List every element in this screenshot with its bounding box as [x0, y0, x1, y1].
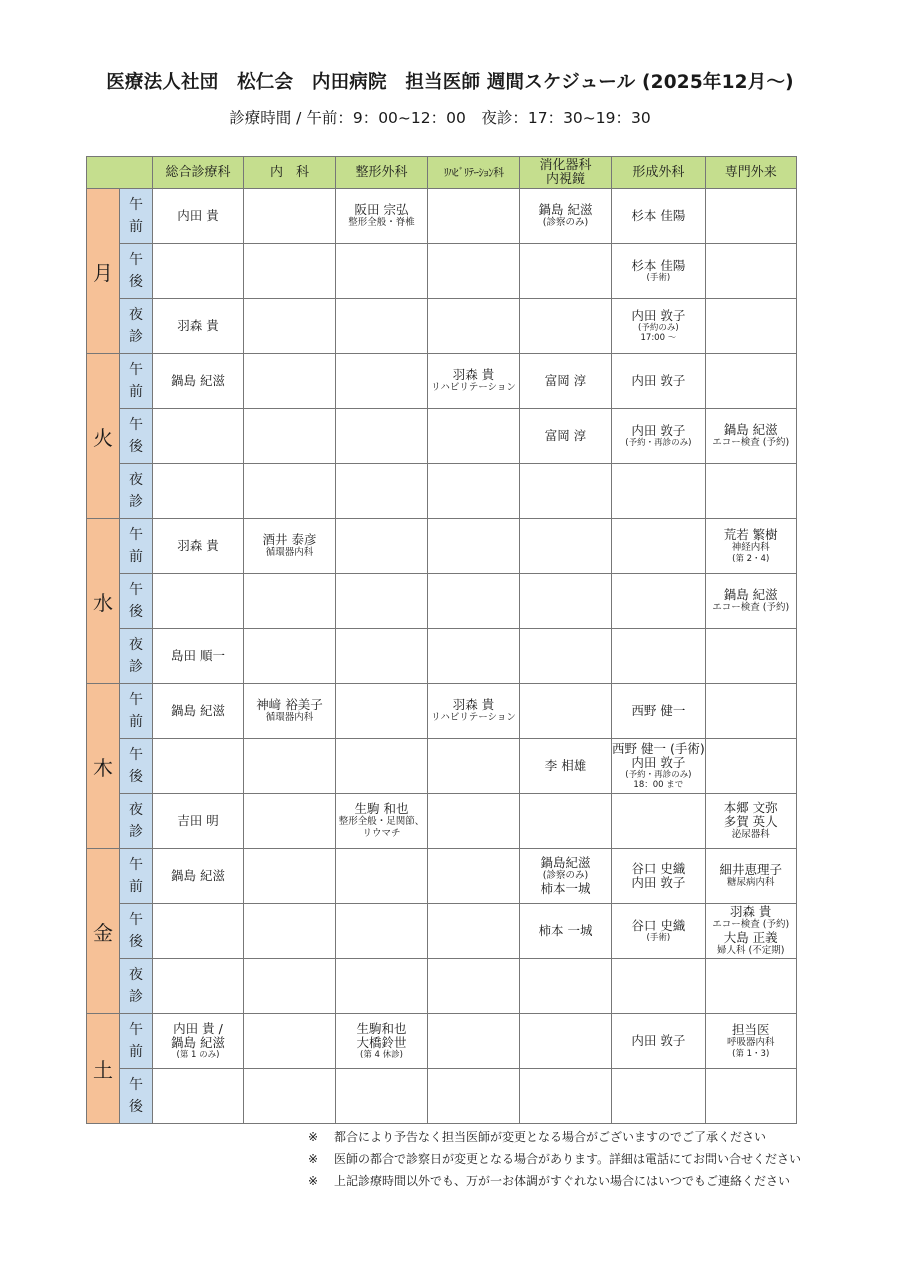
schedule-cell [153, 794, 244, 849]
column-header-text: 形成外科 [632, 164, 685, 180]
schedule-cell [520, 464, 612, 519]
doctor-entry: 本郷 文弥 [723, 800, 778, 815]
schedule-cell [244, 959, 336, 1014]
slot-label [120, 354, 153, 409]
doctor-entry: リウマチ [362, 828, 401, 839]
doctor-entry: 柿本 一城 [538, 923, 593, 938]
doctor-entry: 鍋島 紀滋 [171, 1035, 225, 1050]
schedule-cell [705, 409, 796, 464]
schedule-cell [428, 299, 520, 354]
slot-char: 午 [129, 362, 143, 378]
doctor-entry: リハビリテーション [431, 382, 516, 393]
schedule-cell [705, 189, 796, 244]
schedule-cell [153, 519, 244, 574]
doctor-entry: 阪田 宗弘 [354, 202, 409, 217]
slot-char: 午 [129, 527, 143, 543]
schedule-cell [428, 1014, 520, 1069]
column-header [153, 157, 244, 189]
day-label: 木 [87, 684, 120, 849]
doctor-entry: 富岡 淳 [544, 428, 587, 443]
slot-char: 夜 [129, 472, 143, 488]
schedule-cell [336, 464, 428, 519]
schedule-cell [336, 629, 428, 684]
slot-label [120, 739, 153, 794]
schedule-cell [612, 244, 706, 299]
schedule-cell [520, 739, 612, 794]
slot-char: 診 [129, 659, 143, 675]
schedule-cell [336, 244, 428, 299]
doctor-entry: 李 相雄 [544, 758, 587, 773]
table-row [87, 629, 797, 684]
doctor-entry: 糖尿病内科 [726, 877, 775, 888]
schedule-cell [244, 794, 336, 849]
schedule-cell [705, 739, 796, 794]
schedule-cell [244, 299, 336, 354]
schedule-cell [428, 959, 520, 1014]
schedule-cell [428, 849, 520, 904]
doctor-entry: 柿本一城 [540, 881, 591, 896]
schedule-cell [705, 519, 796, 574]
doctor-entry: リハビリテーション [431, 712, 516, 723]
schedule-cell [612, 409, 706, 464]
schedule-cell [612, 849, 706, 904]
schedule-cell [612, 739, 706, 794]
slot-char: 夜 [129, 967, 143, 983]
column-header-text: 内 科 [269, 164, 309, 180]
schedule-cell [612, 959, 706, 1014]
doctor-entry: 鍋島 紀滋 [723, 422, 778, 437]
schedule-cell [705, 1069, 796, 1124]
note-mark: ※ [308, 1130, 319, 1144]
schedule-cell [244, 739, 336, 794]
doctor-entry: 内田 貴 / [173, 1021, 223, 1036]
slot-char: 診 [129, 494, 143, 510]
schedule-cell [612, 794, 706, 849]
schedule-cell [705, 794, 796, 849]
schedule-cell [705, 464, 796, 519]
schedule-cell [244, 904, 336, 959]
schedule-cell [244, 849, 336, 904]
schedule-cell [336, 684, 428, 739]
slot-char: 午 [129, 912, 143, 928]
doctor-entry: 生駒和也 [356, 1021, 407, 1036]
day-label: 水 [87, 519, 120, 684]
schedule-cell [153, 354, 244, 409]
note-text: 医師の都合で診察日が変更となる場合があります。詳細は電話にてお問い合せください [334, 1152, 802, 1166]
schedule-cell [428, 519, 520, 574]
clinic-hours: 診療時間 / 午前：9：00~12：00 夜診：17：30~19：30 [229, 109, 651, 127]
schedule-cell [428, 464, 520, 519]
schedule-cell [336, 299, 428, 354]
schedule-cell [705, 684, 796, 739]
schedule-cell [336, 189, 428, 244]
doctor-entry: 呼吸器内科 [726, 1037, 775, 1048]
table-row [87, 739, 797, 794]
table-row [87, 299, 797, 354]
slot-label [120, 519, 153, 574]
doctor-entry: エコー検査 (予約) [712, 437, 790, 448]
schedule-cell [336, 739, 428, 794]
slot-label [120, 904, 153, 959]
day-label: 火 [87, 354, 120, 519]
schedule-cell [336, 1069, 428, 1124]
table-row [87, 684, 797, 739]
schedule-cell [153, 1014, 244, 1069]
doctor-entry: 荒若 繁樹 [723, 527, 778, 542]
slot-label [120, 849, 153, 904]
schedule-cell [428, 904, 520, 959]
schedule-cell [612, 189, 706, 244]
table-row [87, 519, 797, 574]
slot-label [120, 299, 153, 354]
day-label: 月 [87, 189, 120, 354]
doctor-entry: 谷口 史織 [631, 861, 686, 876]
slot-char: 午 [129, 692, 143, 708]
slot-label [120, 574, 153, 629]
slot-char: 夜 [129, 802, 143, 818]
doctor-entry: 島田 順一 [171, 648, 225, 663]
schedule-cell [336, 519, 428, 574]
schedule-cell [336, 354, 428, 409]
schedule-cell [244, 244, 336, 299]
schedule-cell [244, 629, 336, 684]
doctor-entry: 18：00 まで [633, 780, 684, 790]
table-row [87, 354, 797, 409]
table-row [87, 1014, 797, 1069]
table-row [87, 574, 797, 629]
schedule-cell [520, 354, 612, 409]
doctor-entry: (第 1 のみ) [176, 1050, 220, 1060]
schedule-cell [612, 684, 706, 739]
schedule-cell [705, 904, 796, 959]
schedule-cell [336, 904, 428, 959]
doctor-entry: 大島 正義 [723, 930, 778, 945]
schedule-cell [612, 299, 706, 354]
notes [308, 1126, 801, 1192]
schedule-cell [428, 574, 520, 629]
schedule-cell [428, 629, 520, 684]
schedule-cell [153, 464, 244, 519]
schedule-cell [705, 1014, 796, 1069]
schedule-cell [428, 684, 520, 739]
schedule-cell [520, 299, 612, 354]
column-header [705, 157, 796, 189]
schedule-cell [244, 574, 336, 629]
slot-char: 夜 [129, 307, 143, 323]
doctor-entry: 鍋島 紀滋 [171, 703, 225, 718]
schedule-cell [336, 959, 428, 1014]
column-header [428, 157, 520, 189]
doctor-entry: (予約・再診のみ) [625, 770, 692, 780]
slot-char: 前 [129, 384, 143, 400]
schedule-cell [428, 354, 520, 409]
doctor-entry: 羽森 貴 [729, 904, 772, 919]
note-line [308, 1170, 801, 1192]
doctor-entry: 杉本 佳陽 [631, 208, 686, 223]
schedule-cell [520, 519, 612, 574]
doctor-entry: 大橋鈴世 [356, 1035, 407, 1050]
schedule-cell [244, 519, 336, 574]
doctor-entry: 内田 敦子 [631, 755, 686, 770]
doctor-entry: エコー検査 (予約) [712, 602, 790, 613]
schedule-cell [153, 1069, 244, 1124]
schedule-cell [153, 904, 244, 959]
slot-label [120, 629, 153, 684]
doctor-entry: 循環器内科 [265, 712, 314, 723]
slot-label [120, 1069, 153, 1124]
doctor-entry: 内田 敦子 [631, 423, 686, 438]
schedule-cell [153, 409, 244, 464]
slot-char: 診 [129, 329, 143, 345]
schedule-cell [244, 409, 336, 464]
slot-label [120, 1014, 153, 1069]
slot-char: 午 [129, 252, 143, 268]
schedule-cell [428, 794, 520, 849]
doctor-entry: 西野 健一 [631, 703, 686, 718]
doctor-entry: (第 4 休診) [360, 1050, 403, 1060]
header-corner [87, 157, 153, 189]
slot-char: 午 [129, 857, 143, 873]
schedule-cell [153, 189, 244, 244]
doctor-entry: (手術) [646, 273, 671, 283]
column-header [520, 157, 612, 189]
schedule-cell [612, 629, 706, 684]
doctor-entry: 鍋島紀滋 [540, 855, 591, 870]
slot-char: 前 [129, 879, 143, 895]
schedule-cell [705, 244, 796, 299]
doctor-entry: 西野 健一 (手術) [612, 741, 705, 756]
schedule-cell [244, 1069, 336, 1124]
doctor-entry: (第 1・3) [732, 1049, 770, 1059]
schedule-cell [336, 409, 428, 464]
doctor-entry: 内田 敦子 [631, 1033, 686, 1048]
schedule-table [86, 156, 797, 1124]
schedule-cell [705, 299, 796, 354]
schedule-cell [612, 1069, 706, 1124]
slot-char: 診 [129, 989, 143, 1005]
doctor-entry: 細井恵理子 [719, 862, 782, 877]
doctor-entry: 鍋島 紀滋 [538, 202, 593, 217]
schedule-cell [705, 354, 796, 409]
schedule-cell [612, 904, 706, 959]
doctor-entry: 羽森 貴 [452, 697, 495, 712]
schedule-cell [520, 244, 612, 299]
slot-char: 午 [129, 747, 143, 763]
slot-label [120, 409, 153, 464]
table-row [87, 904, 797, 959]
note-line [308, 1126, 801, 1148]
slot-char: 午 [129, 197, 143, 213]
doctor-entry: 神経内科 [731, 542, 770, 553]
note-line [308, 1148, 801, 1170]
doctor-entry: 富岡 淳 [544, 373, 587, 388]
slot-label [120, 794, 153, 849]
schedule-cell [153, 739, 244, 794]
schedule-cell [336, 574, 428, 629]
slot-char: 午 [129, 1077, 143, 1093]
schedule-cell [705, 959, 796, 1014]
schedule-cell [520, 794, 612, 849]
column-header-text: 内視鏡 [545, 171, 585, 187]
slot-char: 午 [129, 417, 143, 433]
doctor-entry: 谷口 史織 [631, 918, 686, 933]
doctor-entry: 神﨑 裕美子 [256, 697, 323, 712]
table-row [87, 409, 797, 464]
table-row [87, 464, 797, 519]
column-header-text: 専門外来 [724, 164, 777, 180]
table-row [87, 849, 797, 904]
table-row [87, 959, 797, 1014]
column-header [244, 157, 336, 189]
doctor-entry: 鍋島 紀滋 [171, 373, 225, 388]
slot-char: 後 [129, 439, 143, 455]
table-row [87, 189, 797, 244]
schedule-cell [520, 849, 612, 904]
column-header-text: 総合診療科 [165, 164, 231, 180]
doctor-entry: 多賀 英人 [723, 814, 778, 829]
schedule-cell [336, 849, 428, 904]
doctor-entry: 羽森 貴 [452, 367, 495, 382]
slot-char: 午 [129, 1022, 143, 1038]
doctor-entry: 杉本 佳陽 [631, 258, 686, 273]
slot-char: 診 [129, 824, 143, 840]
column-header [336, 157, 428, 189]
schedule-cell [520, 1069, 612, 1124]
doctor-entry: 婦人科 (不定期) [716, 945, 785, 956]
doctor-entry: 羽森 貴 [177, 538, 219, 553]
doctor-entry: 内田 敦子 [631, 373, 686, 388]
doctor-entry: (予約のみ) [638, 323, 679, 333]
doctor-entry: 泌尿器科 [731, 829, 770, 840]
doctor-entry: 吉田 明 [177, 813, 219, 828]
doctor-entry: (診察のみ) [542, 217, 589, 228]
schedule-cell [612, 354, 706, 409]
schedule-cell [428, 244, 520, 299]
doctor-entry: 生駒 和也 [354, 801, 409, 816]
doctor-entry: (第 2・4) [732, 554, 770, 564]
column-header [612, 157, 706, 189]
note-mark: ※ [308, 1174, 319, 1188]
slot-label [120, 684, 153, 739]
table-row [87, 794, 797, 849]
page-title: 医療法人社団 松仁会 内田病院 担当医師 週間スケジュール (2025年12月〜) [106, 72, 794, 93]
note-text: 都合により予告なく担当医師が変更となる場合がございますのでご了承ください [334, 1130, 767, 1144]
column-header-text: 消化器科 [539, 157, 592, 173]
slot-char: 後 [129, 769, 143, 785]
doctor-entry: 整形全般・足関節、 [338, 816, 425, 827]
schedule-cell [244, 354, 336, 409]
schedule-cell [612, 464, 706, 519]
column-header-text: 整形外科 [355, 164, 408, 180]
schedule-cell [428, 409, 520, 464]
slot-label [120, 464, 153, 519]
slot-char: 後 [129, 604, 143, 620]
doctor-entry: (予約・再診のみ) [625, 438, 692, 448]
slot-char: 前 [129, 714, 143, 730]
schedule-cell [520, 409, 612, 464]
doctor-entry: 鍋島 紀滋 [171, 868, 225, 883]
doctor-entry: 内田 敦子 [631, 875, 686, 890]
schedule-cell [705, 629, 796, 684]
slot-char: 後 [129, 274, 143, 290]
schedule-cell [153, 629, 244, 684]
schedule-cell [428, 189, 520, 244]
doctor-entry: 整形全般・脊椎 [348, 217, 415, 228]
schedule-cell [612, 574, 706, 629]
slot-char: 後 [129, 1099, 143, 1115]
schedule-cell [520, 574, 612, 629]
doctor-entry: 内田 敦子 [631, 308, 686, 323]
slot-label [120, 244, 153, 299]
schedule-cell [153, 959, 244, 1014]
schedule-cell [520, 959, 612, 1014]
schedule-cell [612, 519, 706, 574]
schedule-cell [612, 1014, 706, 1069]
schedule-cell [336, 794, 428, 849]
schedule-cell [244, 684, 336, 739]
schedule-cell [153, 574, 244, 629]
schedule-cell [520, 1014, 612, 1069]
doctor-entry: (診察のみ) [542, 870, 589, 881]
doctor-entry: 内田 貴 [177, 208, 219, 223]
schedule-cell [153, 849, 244, 904]
slot-char: 後 [129, 934, 143, 950]
day-label: 土 [87, 1014, 120, 1124]
column-header-text: ﾘﾊﾋﾞﾘﾃｰｼｮﾝ科 [443, 165, 504, 179]
schedule-cell [153, 244, 244, 299]
schedule-cell [244, 464, 336, 519]
schedule-cell [520, 684, 612, 739]
slot-char: 前 [129, 1044, 143, 1060]
schedule-cell [244, 189, 336, 244]
table-row [87, 1069, 797, 1124]
doctor-entry: 羽森 貴 [177, 318, 219, 333]
schedule-cell [705, 849, 796, 904]
slot-char: 午 [129, 582, 143, 598]
schedule-cell [244, 1014, 336, 1069]
slot-char: 前 [129, 549, 143, 565]
schedule-cell [336, 1014, 428, 1069]
day-label: 金 [87, 849, 120, 1014]
schedule-cell [153, 684, 244, 739]
note-mark: ※ [308, 1152, 319, 1166]
doctor-entry: (手術) [646, 933, 671, 943]
doctor-entry: 酒井 泰彦 [262, 532, 317, 547]
doctor-entry: 循環器内科 [265, 547, 314, 558]
schedule-cell [705, 574, 796, 629]
note-text: 上記診療時間以外でも、万が一お体調がすぐれない場合にはいつでもご連絡ください [334, 1174, 791, 1188]
doctor-entry: エコー検査 (予約) [712, 919, 790, 930]
schedule-cell [428, 739, 520, 794]
schedule-cell [428, 1069, 520, 1124]
doctor-entry: 17:00 〜 [640, 333, 677, 343]
doctor-entry: 鍋島 紀滋 [723, 587, 778, 602]
doctor-entry: 担当医 [731, 1022, 770, 1037]
schedule-cell [520, 189, 612, 244]
slot-label [120, 959, 153, 1014]
table-row [87, 244, 797, 299]
schedule-cell [520, 904, 612, 959]
schedule-cell [520, 629, 612, 684]
slot-char: 夜 [129, 637, 143, 653]
schedule-cell [153, 299, 244, 354]
slot-label [120, 189, 153, 244]
slot-char: 前 [129, 219, 143, 235]
